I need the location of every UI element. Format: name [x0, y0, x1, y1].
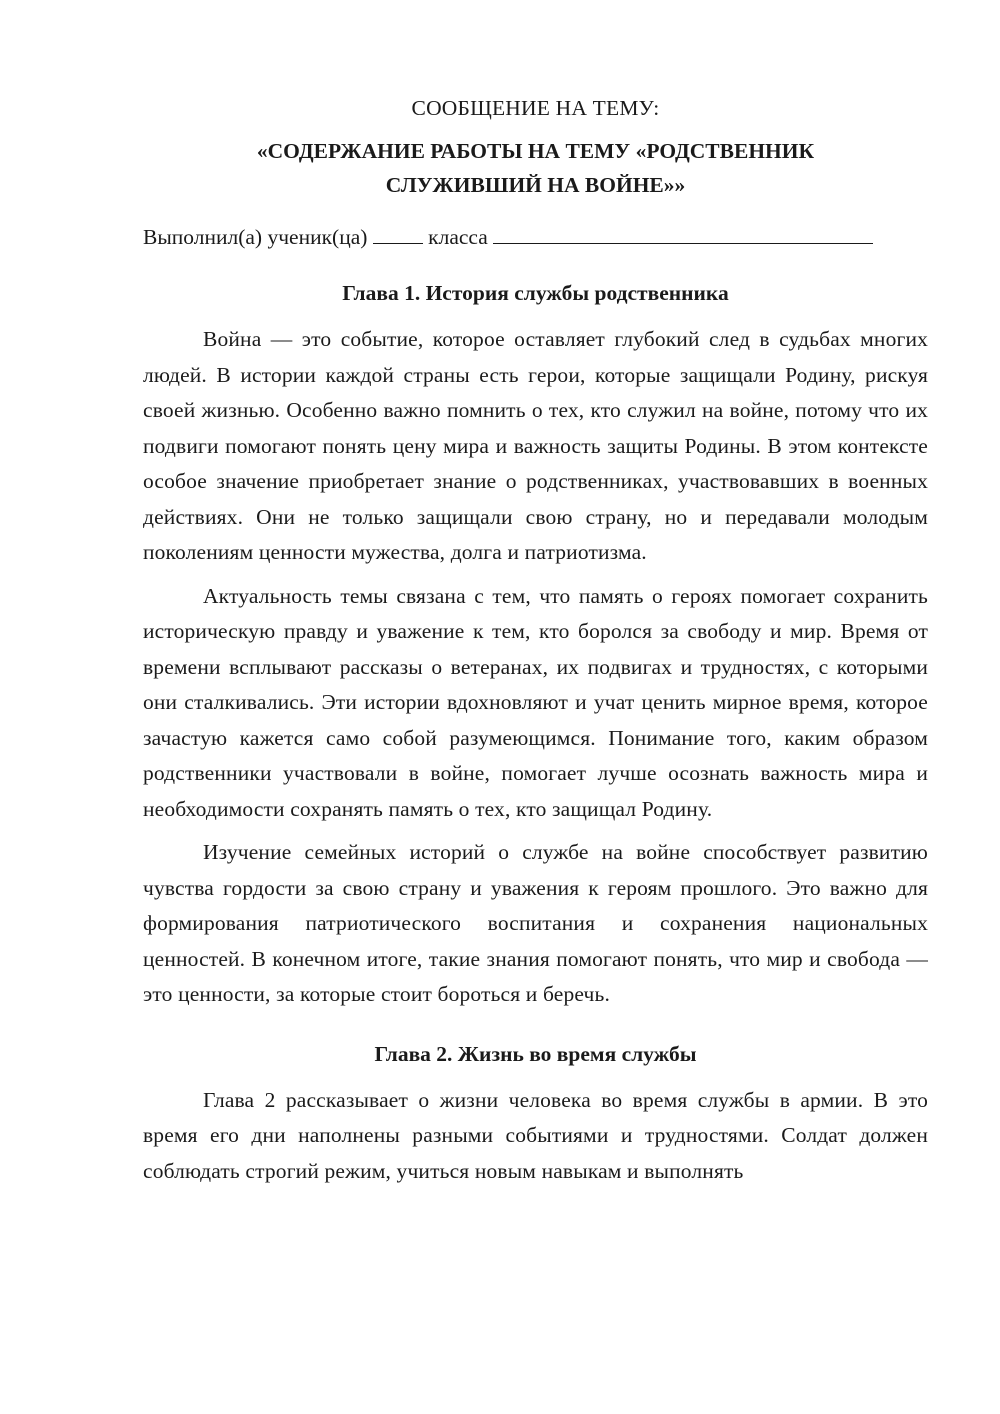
author-class-label: класса: [428, 225, 488, 249]
chapter-1-title: Глава 1. История службы родственника: [342, 281, 729, 305]
document-title: СООБЩЕНИЕ НА ТЕМУ:: [411, 96, 660, 120]
chapter-1-paragraph-3: Изучение семейных историй о службе на войне способствует развитию чувства гордости за свою страну и уважения к героям прошлого. Это важно для формирования патриотического воспитания и сохранения национальных ценностей. В конечном итоге, такие знания помогают понять, что мир и свобода — это ценности, за которые стоит бороться и беречь.: [143, 840, 928, 1006]
chapter-2-paragraph-1: Глава 2 рассказывает о жизни человека во время службы в армии. В это время его дни наполнены разными событиями и трудностями. Солдат должен соблюдать строгий режим, учиться новым навыкам и выполнять: [143, 1087, 928, 1183]
author-line: [143, 220, 928, 254]
author-prefix: Выполнил(а) ученик(ца): [143, 225, 368, 249]
class-number-blank: [373, 223, 423, 244]
chapter-1-paragraph-2: Актуальность темы связана с тем, что память о героях помогает сохранить историческую правду и уважение к тем, кто боролся за свободу и мир. Время от времени всплывают рассказы о ветеранах, их подвигах и трудностях, с которыми они сталкивались. Эти истории вдохновляют и учат ценить мирное время, которое зачастую кажется само собой разумеющимся. Понимание того, каким образом родственники участвовали в войне, помогает лучше осознать важность мира и необходимости сохранять память о тех, кто защищал Родину.: [143, 583, 928, 821]
student-name-blank: [493, 223, 873, 244]
chapter-1-paragraph-1: Война — это событие, которое оставляет глубокий след в судьбах многих людей. В истории каждой страны есть герои, которые защищали Родину, рискуя своей жизнью. Особенно важно помнить о тех, кто служил на войне, потому что их подвиги помогают понять цену мира и важность защиты Родины. В этом контексте особое значение приобретает знание о родственниках, участвовавших в военных действиях. Они не только защищали свою страну, но и передавали молодым поколениям ценности мужества, долга и патриотизма.: [143, 327, 928, 564]
chapter-2-title: Глава 2. Жизнь во время службы: [374, 1041, 697, 1066]
document-page: [143, 90, 928, 1189]
document-topic: «СОДЕРЖАНИЕ РАБОТЫ НА ТЕМУ «РОДСТВЕННИК СЛУЖИВШИЙ НА ВОЙНЕ»»: [256, 139, 815, 197]
